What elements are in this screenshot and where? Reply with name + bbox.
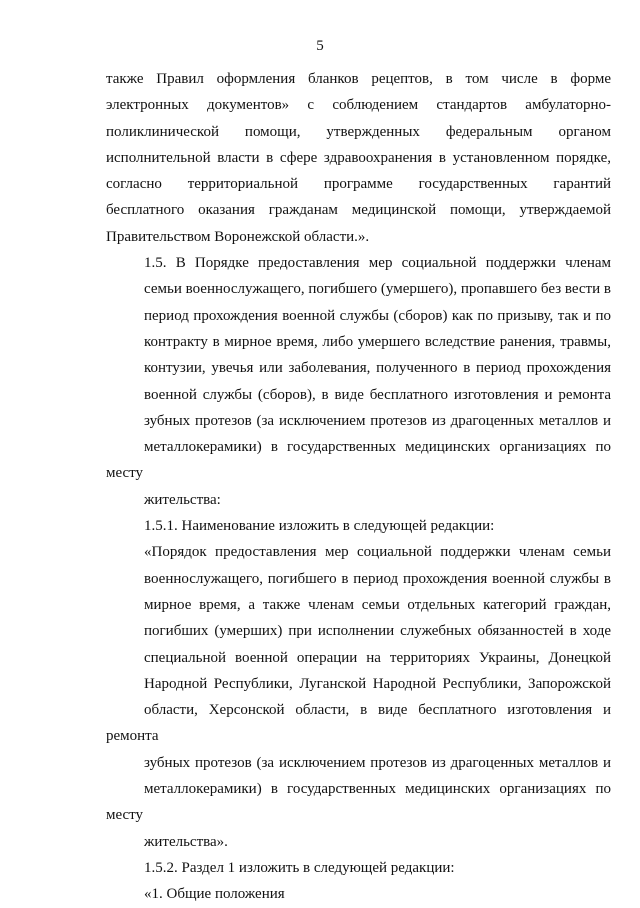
text-line: исполнительной власти в сфере здравоохранения в установленном порядке, <box>106 149 611 166</box>
text-line: семьи военнослужащего, погибшего (умершего), пропавшего без вести в <box>144 281 611 298</box>
document-body <box>106 66 611 908</box>
text-line: специальной военной операции на территориях Украины, Донецкой <box>144 649 611 666</box>
text-line: мирное время, а также членам семьи отдельных категорий граждан, <box>144 596 611 613</box>
paragraph-p4 <box>106 539 611 855</box>
text-line: 1.5.2. Раздел 1 изложить в следующей редакции: <box>144 859 455 876</box>
text-line: также Правил оформления бланков рецептов, в том числе в форме <box>106 71 611 87</box>
paragraph-p2 <box>106 250 611 513</box>
text-line: жительства: <box>144 491 221 508</box>
text-line: бесплатного оказания гражданам медицинской помощи, утверждаемой <box>106 202 611 219</box>
text-line: согласно территориальной программе государственных гарантий <box>106 176 611 193</box>
text-line: контузии, увечья или заболевания, полученного в период прохождения <box>144 360 611 377</box>
text-line: зубных протезов (за исключением протезов из драгоценных металлов и <box>144 412 611 429</box>
text-line: военной службы (сборов), в виде бесплатного изготовления и ремонта <box>144 386 611 403</box>
text-line: металлокерамики) в государственных медицинских организациях по месту <box>106 781 611 824</box>
text-line: зубных протезов (за исключением протезов из драгоценных металлов и <box>144 754 611 771</box>
text-line: Правительством Воронежской области.». <box>106 228 370 245</box>
text-line: период прохождения военной службы (сборов) как по призыву, так и по <box>144 307 611 324</box>
text-line: жительства». <box>144 833 228 850</box>
text-line: электронных документов» с соблюдением стандартов амбулаторно- <box>106 97 611 114</box>
paragraph-p5 <box>106 855 611 881</box>
text-line: металлокерамики) в государственных медицинских организациях по месту <box>106 439 611 482</box>
text-line: 1.5.1. Наименование изложить в следующей редакции: <box>144 518 495 535</box>
text-line: 1.5. В Порядке предоставления мер социальной поддержки членам <box>144 255 611 272</box>
text-line: погибших (умерших) при исполнении служебных обязанностей в ходе <box>144 623 611 640</box>
page-number: 5 <box>316 38 324 54</box>
text-line: поликлинической помощи, утвержденных федеральным органом <box>106 123 611 140</box>
text-line: «Порядок предоставления мер социальной поддержки членам семьи <box>144 544 611 561</box>
text-line: области, Херсонской области, в виде бесплатного изготовления и ремонта <box>106 702 611 745</box>
paragraph-p1 <box>106 66 611 250</box>
paragraph-p3 <box>106 513 611 539</box>
text-line: Народной Республики, Луганской Народной Республики, Запорожской <box>144 675 611 692</box>
text-line: «1. Общие положения <box>144 886 285 903</box>
paragraph-p6 <box>106 881 611 907</box>
text-line: военнослужащего, погибшего в период прохождения военной службы в <box>144 570 611 587</box>
text-line: контракту в мирное время, либо умершего вследствие ранения, травмы, <box>144 333 611 350</box>
